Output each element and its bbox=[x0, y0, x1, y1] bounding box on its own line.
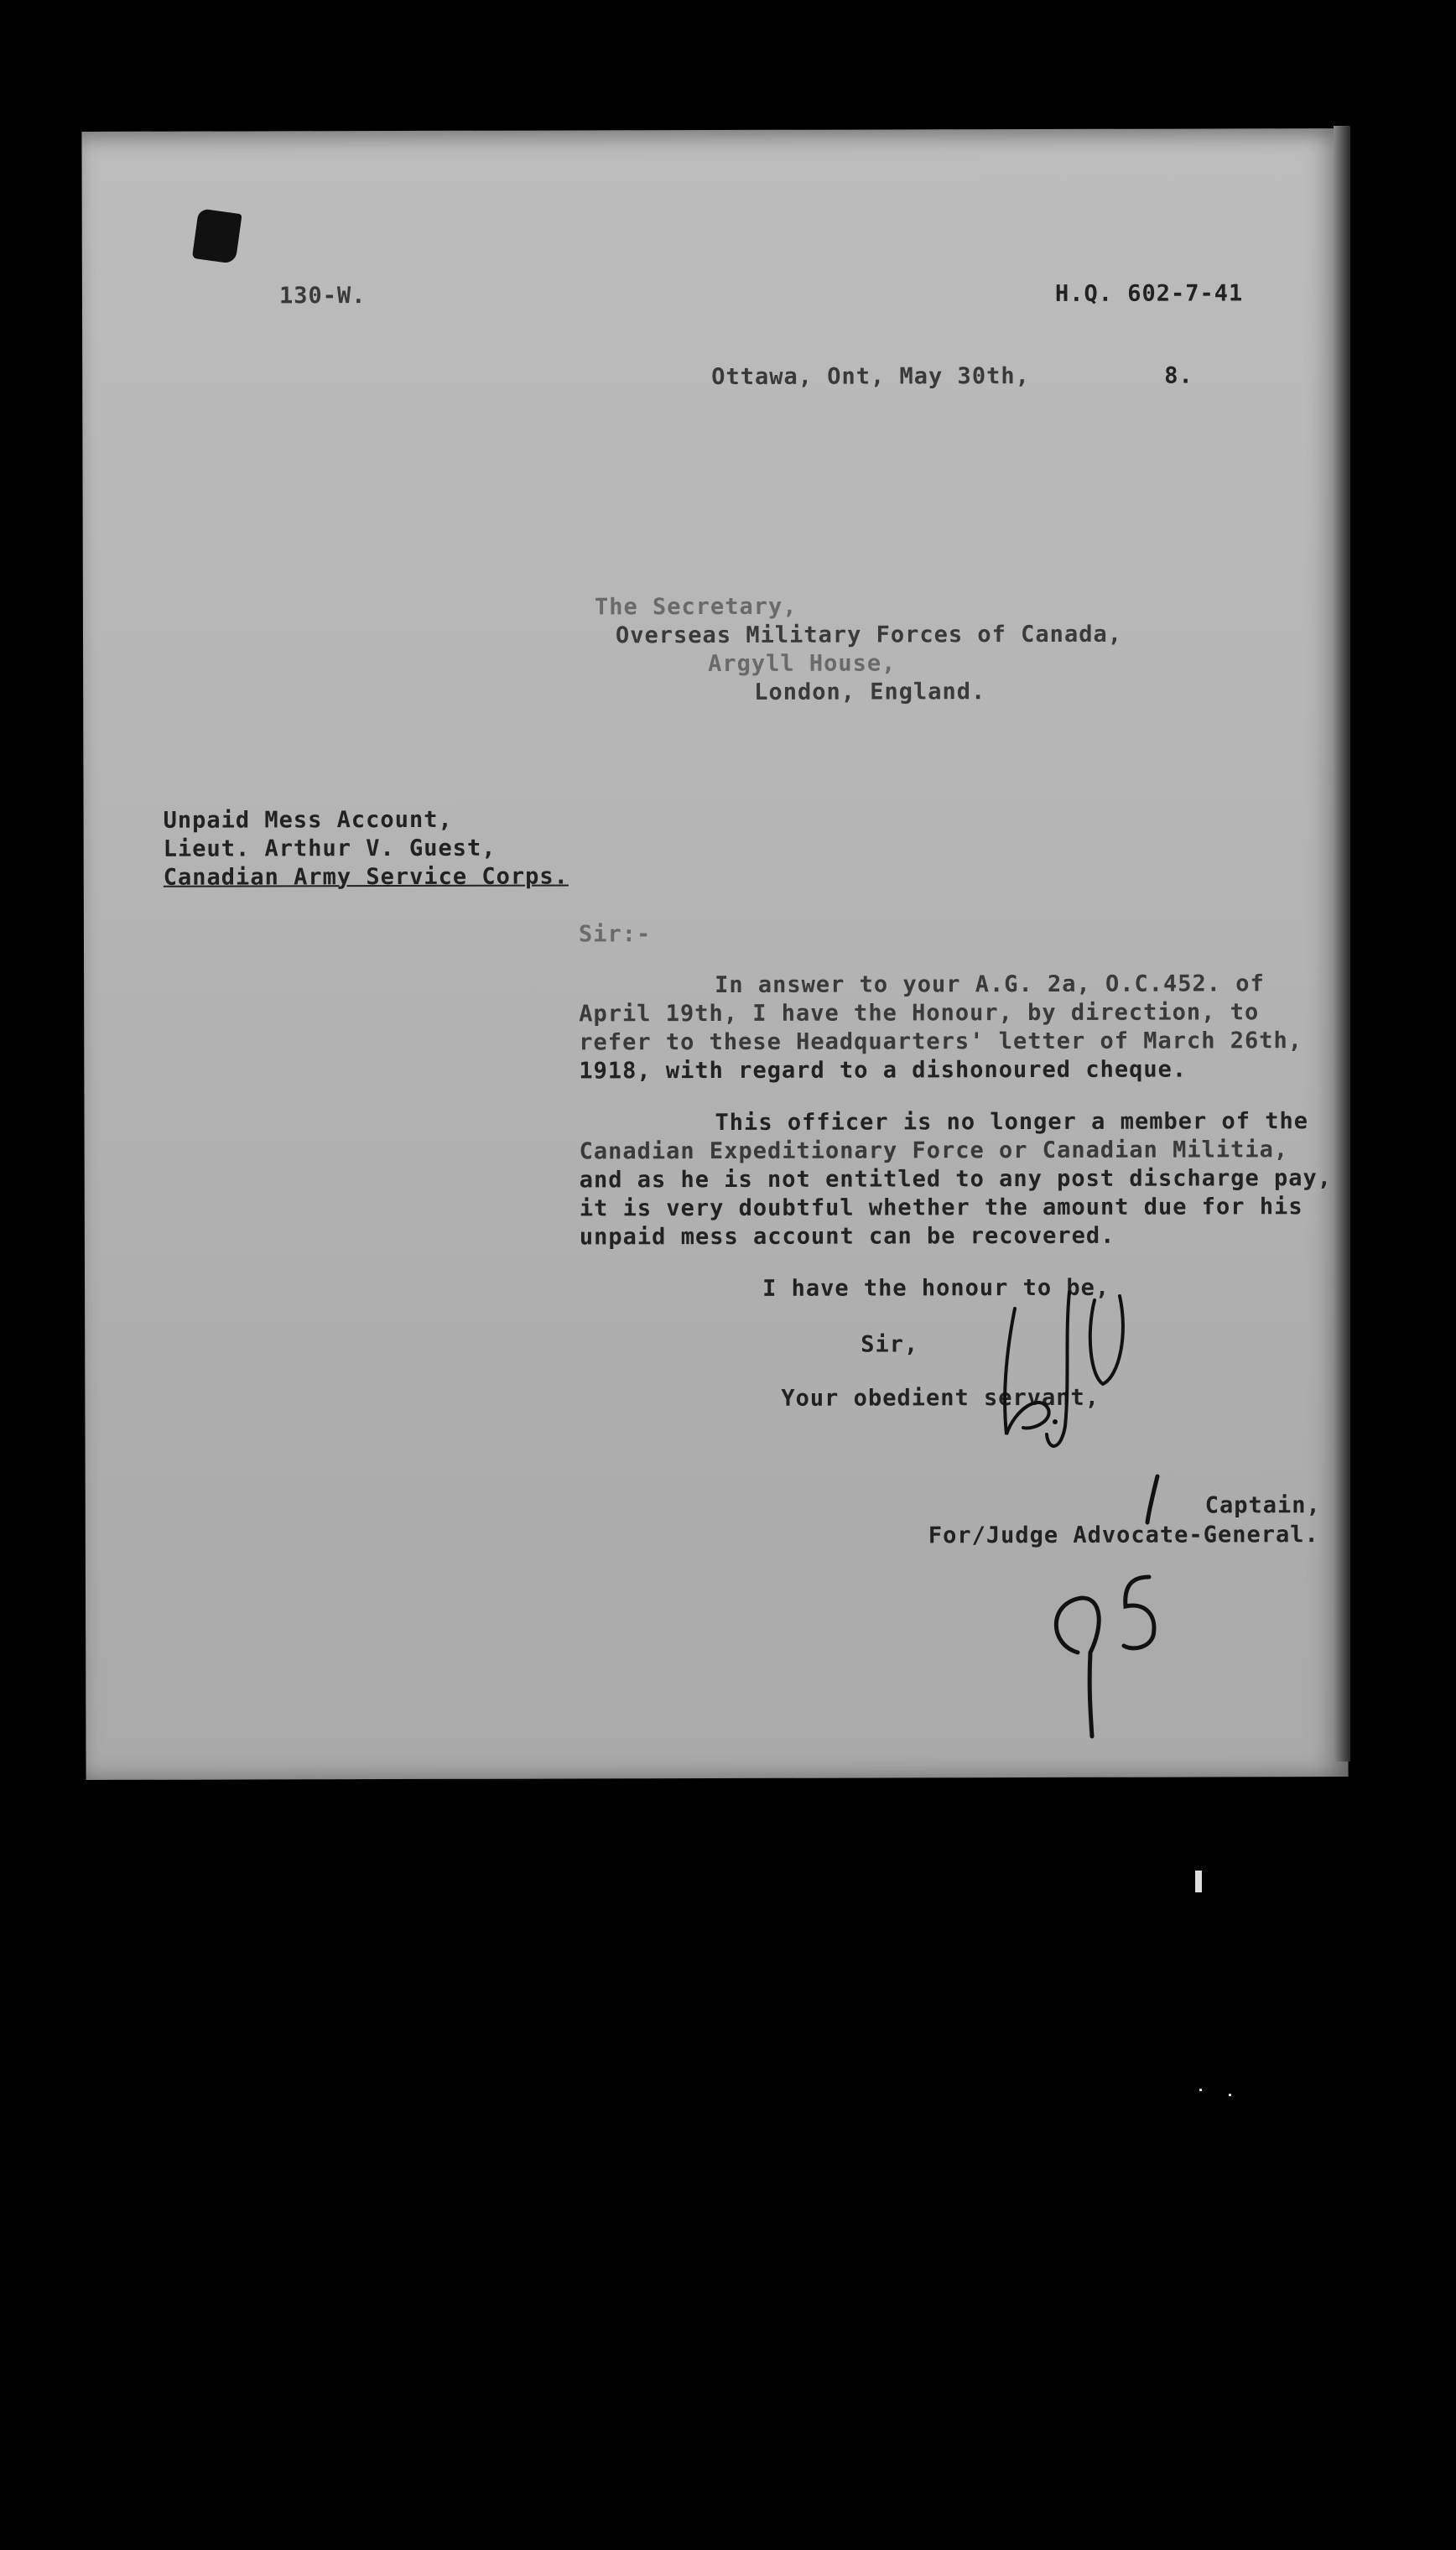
salutation: Sir:- bbox=[578, 921, 652, 948]
handwritten-page-number bbox=[1032, 1460, 1216, 1762]
scan-speck bbox=[1195, 1871, 1202, 1892]
closing-line: Your obedient servant, bbox=[781, 1384, 1100, 1412]
file-ref-right: H.Q. 602-7-41 bbox=[1054, 280, 1244, 307]
signature-title: Captain, bbox=[1204, 1492, 1321, 1519]
addressee-line: Overseas Military Forces of Canada, bbox=[615, 621, 1122, 649]
addressee-line: Argyll House, bbox=[708, 650, 897, 678]
subject-line: Canadian Army Service Corps. bbox=[163, 863, 569, 891]
paragraph-line: it is very doubtful whether the amount due for his bbox=[579, 1194, 1303, 1222]
paragraph-line: April 19th, I have the Honour, by direction, to bbox=[579, 999, 1260, 1028]
closing-line: I have the honour to be, bbox=[762, 1274, 1110, 1302]
addressee-line: The Secretary, bbox=[594, 593, 798, 621]
file-ref-left: 130-W. bbox=[278, 283, 367, 310]
scan-speck bbox=[1199, 2089, 1202, 2091]
place-date-suffix: 8. bbox=[1164, 362, 1193, 389]
paragraph-line: In answer to your A.G. 2a, O.C.452. of bbox=[715, 971, 1265, 999]
paragraph-line: refer to these Headquarters' letter of March 26th, bbox=[579, 1028, 1303, 1056]
paragraph-line: This officer is no longer a member of the bbox=[715, 1108, 1309, 1137]
addressee-line: London, England. bbox=[754, 679, 986, 705]
paragraph-line: Canadian Expeditionary Force or Canadian Militia, bbox=[579, 1137, 1289, 1165]
paragraph-line: unpaid mess account can be recovered. bbox=[579, 1222, 1115, 1251]
paragraph-line: and as he is not entitled to any post discharge pay, bbox=[579, 1165, 1333, 1194]
scan-speck bbox=[1229, 2094, 1231, 2096]
place-date: Ottawa, Ont, May 30th, bbox=[711, 363, 1030, 391]
subject-line: Unpaid Mess Account, bbox=[163, 806, 453, 834]
subject-line: Lieut. Arthur V. Guest, bbox=[163, 835, 497, 862]
paragraph-line: 1918, with regard to a dishonoured cheque. bbox=[579, 1056, 1188, 1085]
signature-role: For/Judge Advocate-General. bbox=[928, 1522, 1319, 1549]
page-edge-shadow bbox=[1334, 126, 1350, 1762]
ink-blot bbox=[192, 208, 242, 264]
closing-line: Sir, bbox=[861, 1331, 919, 1358]
